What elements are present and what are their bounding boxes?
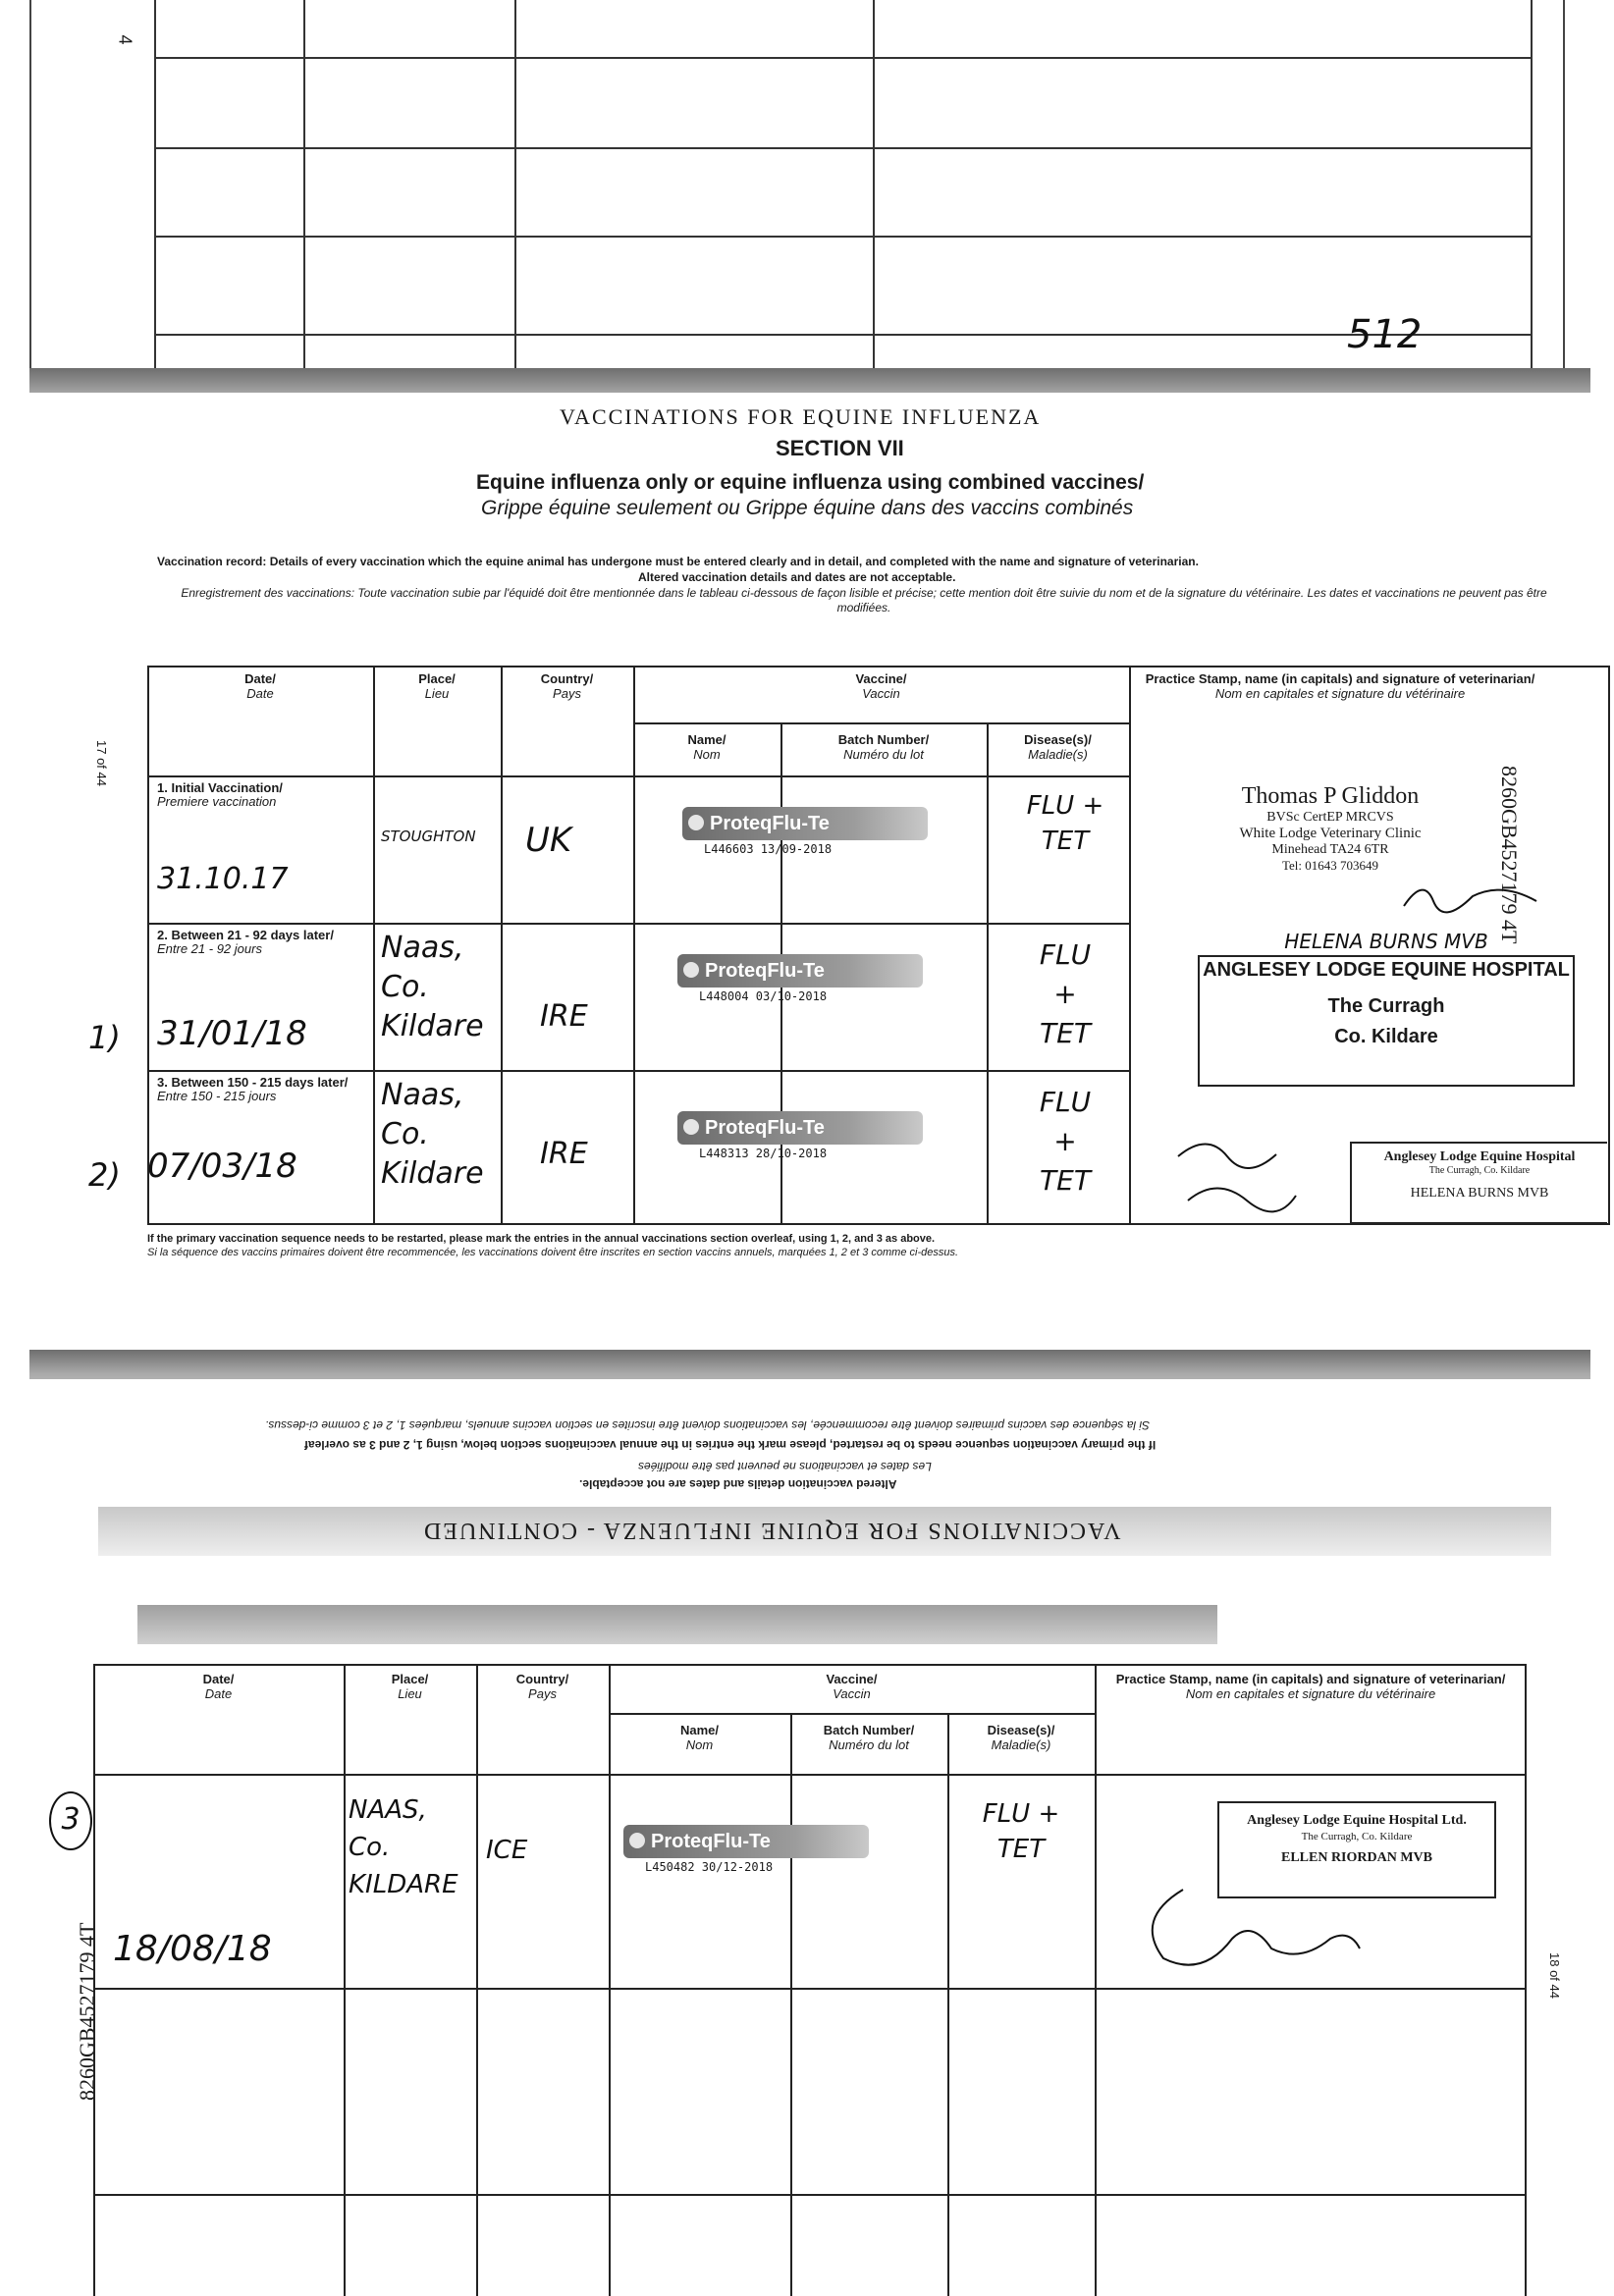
header-vaccine — [633, 671, 1129, 701]
cont-header-name-fr: Nom — [685, 1737, 714, 1752]
row2-vet-stamp — [1198, 930, 1575, 1087]
continued-page — [29, 1379, 1590, 2296]
row2-vaccine-label — [677, 950, 923, 1005]
row3-label-en: 3. Between 150 - 215 days later/ — [157, 1075, 349, 1090]
row1-date: 31.10.17 — [157, 862, 289, 896]
header-name — [633, 732, 780, 762]
section-title: VACCINATIONS FOR EQUINE INFLUENZA — [560, 404, 1042, 429]
instruction-en: Vaccination record: Details of every vaccination which the equine animal has undergone must be entered clearly and in detail, and completed with the name and signature of veterinarian. — [157, 555, 1199, 568]
cont-row-disease: FLU + TET — [982, 1799, 1060, 1864]
subtitle-fr: Grippe équine seulement ou Grippe équine dans des vaccins combinés — [481, 497, 1134, 519]
cont-header-disease-en: Disease(s)/ — [987, 1723, 1055, 1737]
cont-header-vaccine-en: Vaccine/ — [826, 1672, 878, 1686]
cont-header-date — [93, 1672, 344, 1701]
row2-batch: L448004 03/10-2018 — [699, 989, 828, 1003]
cont-header-practice-fr: Nom en capitales et signature du vétérinaire — [1185, 1686, 1436, 1701]
row2-vet-line4: Co. Kildare — [1334, 1026, 1438, 1047]
header-country — [501, 671, 633, 701]
cont-row-country: ICE — [486, 1836, 528, 1865]
blurred-band — [137, 1605, 1217, 1644]
cont-header-vaccine-fr: Vaccin — [833, 1686, 871, 1701]
row3-signature — [1168, 1127, 1316, 1215]
header-vaccine-fr: Vaccin — [862, 686, 900, 701]
row1-batch: L446603 13/09-2018 — [704, 842, 833, 856]
section-vii-page — [29, 393, 1590, 1355]
row1-label — [157, 781, 368, 809]
cont-header-country-fr: Pays — [528, 1686, 557, 1701]
footnote-en: If the primary vaccination sequence needs to be restarted, please mark the entries in the annual vaccinations section overleaf, using 1, 2, and 3 as above. — [147, 1233, 936, 1245]
header-disease-en: Disease(s)/ — [1024, 732, 1092, 747]
cont-header-place — [344, 1672, 476, 1701]
header-date — [147, 671, 373, 701]
flipped-note3: Altered vaccination details and dates are not acceptable. — [579, 1477, 897, 1491]
row1-vet-stamp — [1183, 783, 1478, 874]
row3-country: IRE — [540, 1137, 588, 1171]
instruction-en2: Altered vaccination details and dates are not acceptable. — [638, 570, 956, 584]
header-vaccine-en: Vaccine/ — [855, 671, 907, 686]
row3-vet-stamp — [1350, 1142, 1607, 1224]
cont-header-country-en: Country/ — [515, 1672, 569, 1686]
cont-vet-line1: Anglesey Lodge Equine Hospital Ltd. — [1247, 1813, 1467, 1828]
row2-country: IRE — [540, 999, 588, 1034]
header-practice — [1134, 671, 1546, 701]
header-date-en: Date/ — [244, 671, 276, 686]
row2-label-fr: Entre 21 - 92 jours — [157, 941, 262, 956]
row1-vet-line1: Thomas P Gliddon — [1241, 783, 1420, 809]
row2-label-en: 2. Between 21 - 92 days later/ — [157, 928, 334, 942]
row3-label-fr: Entre 150 - 215 jours — [157, 1089, 277, 1103]
cont-header-country — [476, 1672, 609, 1701]
row1-vet-line4: Minehead TA24 6TR — [1271, 842, 1389, 857]
row1-signature — [1394, 872, 1541, 921]
row3-vaccine-name: ProteqFlu-Te — [705, 1117, 825, 1139]
ueln-right: 8260GB4527179 4T — [1497, 766, 1522, 944]
header-date-fr: Date — [246, 686, 274, 701]
row3-vet-line2: The Curragh, Co. Kildare — [1428, 1165, 1531, 1176]
subtitle-en: Equine influenza only or equine influenza using combined vaccines/ — [476, 471, 1145, 494]
row3-vet-line3: HELENA BURNS MVB — [1410, 1186, 1549, 1201]
flipped-title: VACCINATIONS FOR EQUINE INFLUENZA - CONTINUED — [422, 1518, 1121, 1543]
cont-header-date-fr: Date — [204, 1686, 233, 1701]
row2-vet-line2: ANGLESEY LODGE EQUINE HOSPITAL — [1203, 959, 1570, 981]
flipped-note1: If the primary vaccination sequence needs to be restarted, please mark the entries in the annual vaccinations section below, using 1, 2 and 3 as overleaf — [304, 1438, 1157, 1452]
page-ref-18: 18 of 44 — [1547, 1952, 1562, 1999]
cont-header-practice — [1100, 1672, 1522, 1701]
cont-row-vaccine-name: ProteqFlu-Te — [651, 1831, 771, 1852]
cont-header-disease — [947, 1723, 1095, 1752]
cont-header-place-en: Place/ — [391, 1672, 429, 1686]
row1-vaccine-name: ProteqFlu-Te — [710, 813, 830, 834]
flipped-note2: Si la séquence des vaccins primaires doivent être recommencée, les vaccinations doivent être inscrites en section vaccins annuels, marquées 1, 2 et 3 comme ci-dessus. — [265, 1418, 1151, 1432]
cont-vet-line3: ELLEN RIORDAN MVB — [1280, 1850, 1432, 1865]
ueln-left: 8260GB4527179 4T — [75, 1922, 99, 2101]
row3-place: Naas, Co. Kildare — [381, 1078, 484, 1191]
row1-country: UK — [525, 821, 572, 860]
cont-header-name-en: Name/ — [679, 1723, 720, 1737]
row2-disease: FLU + TET — [1039, 938, 1092, 1049]
top-grid — [154, 0, 1533, 373]
row2-label — [157, 929, 368, 956]
row1-vet-line5: Tel: 01643 703649 — [1281, 858, 1379, 873]
row2-place: Naas, Co. Kildare — [381, 931, 484, 1043]
row1-vet-line2: BVSc CertEP MRCVS — [1266, 810, 1394, 825]
cont-header-place-fr: Lieu — [398, 1686, 422, 1701]
header-place — [373, 671, 501, 701]
header-disease-fr: Maladie(s) — [1028, 747, 1088, 762]
header-name-en: Name/ — [687, 732, 726, 747]
cont-header-batch-en: Batch Number/ — [823, 1723, 915, 1737]
instruction-fr: Enregistrement des vaccinations: Toute vaccination subie par l'équidé doit être mentionnée dans le tableau ci-dessous de façon lisible et précise; cette mention doit être suivie du nom et de la signature du vétérinaire. Les dates et vaccinations ne peuvent pas être modifiées. — [181, 586, 1547, 614]
row2-margin-mark: 1) — [88, 1019, 121, 1056]
handwritten-note: 512 — [1347, 312, 1423, 357]
row1-disease: FLU + TET — [1026, 791, 1104, 856]
cont-header-batch-fr: Numéro du lot — [829, 1737, 909, 1752]
row2-vaccine-name: ProteqFlu-Te — [705, 960, 825, 982]
cont-header-disease-fr: Maladie(s) — [991, 1737, 1051, 1752]
row3-vet-line1: Anglesey Lodge Equine Hospital — [1383, 1149, 1576, 1164]
row1-vet-line3: White Lodge Veterinary Clinic — [1239, 826, 1422, 841]
cont-header-batch — [790, 1723, 947, 1752]
header-country-en: Country/ — [540, 671, 594, 686]
cont-header-practice-en: Practice Stamp, name (in capitals) and signature of veterinarian/ — [1115, 1672, 1506, 1686]
page-ref-17: 17 of 44 — [94, 740, 109, 786]
header-batch-fr: Numéro du lot — [843, 747, 924, 762]
row3-disease: FLU + TET — [1039, 1086, 1092, 1197]
header-country-fr: Pays — [553, 686, 581, 701]
row2-vet-line3: The Curragh — [1327, 995, 1445, 1017]
cont-row-batch: L450482 30/12-2018 — [645, 1860, 774, 1874]
cont-row-place: NAAS, Co. KILDARE — [349, 1795, 458, 1899]
continued-table — [93, 1664, 1527, 2296]
row3-date: 07/03/18 — [147, 1147, 297, 1186]
cont-header-name — [609, 1723, 790, 1752]
row1-place: STOUGHTON — [381, 828, 476, 845]
cont-vet-line2: The Curragh, Co. Kildare — [1301, 1831, 1413, 1842]
circle-mark: 3 — [49, 1791, 92, 1850]
row1-label-fr: Premiere vaccination — [157, 794, 277, 809]
header-practice-fr: Nom en capitales et signature du vétérinaire — [1214, 686, 1466, 701]
header-practice-en: Practice Stamp, name (in capitals) and signature of veterinarian/ — [1145, 671, 1535, 686]
row2-vet-line1: HELENA BURNS MVB — [1284, 930, 1488, 953]
header-batch — [780, 732, 987, 762]
header-name-fr: Nom — [693, 747, 721, 762]
row3-vaccine-label — [677, 1107, 923, 1162]
cont-row-date: 18/08/18 — [113, 1929, 272, 1969]
row3-batch: L448313 28/10-2018 — [699, 1147, 828, 1160]
cont-header-vaccine — [609, 1672, 1095, 1701]
cont-row-signature — [1124, 1870, 1370, 1978]
section-number: SECTION VII — [776, 436, 904, 460]
row3-label — [157, 1076, 368, 1103]
row1-vaccine-label — [682, 803, 928, 858]
top-page-number: 4 — [115, 34, 135, 45]
cont-row-vaccine-label — [623, 1821, 869, 1876]
header-place-en: Place/ — [418, 671, 456, 686]
row3-margin-mark: 2) — [88, 1156, 121, 1194]
row1-label-en: 1. Initial Vaccination/ — [157, 780, 283, 795]
header-place-fr: Lieu — [424, 686, 450, 701]
flipped-note4: Les dates et vaccinations ne peuvent pas être modifiées — [638, 1460, 932, 1473]
row2-date: 31/01/18 — [157, 1014, 307, 1053]
header-batch-en: Batch Number/ — [837, 732, 930, 747]
header-disease — [987, 732, 1129, 762]
footnote-fr: Si la séquence des vaccins primaires doivent être recommencée, les vaccinations doivent être inscrites en section vaccins annuels, marquées 1, 2 et 3 comme ci-dessus. — [147, 1247, 959, 1258]
top-page — [29, 0, 1565, 373]
cont-header-date-en: Date/ — [202, 1672, 235, 1686]
